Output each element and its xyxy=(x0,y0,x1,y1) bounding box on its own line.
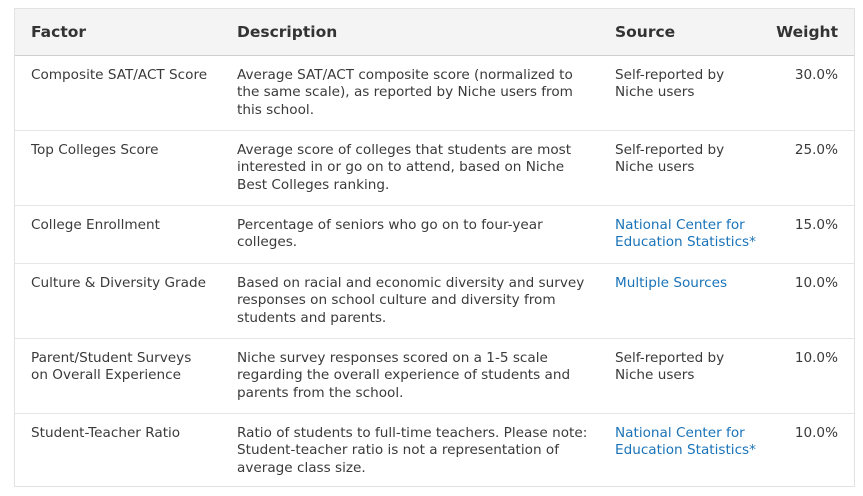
weight-cell: 25.0% xyxy=(794,142,838,158)
factor-cell: Top Colleges Score xyxy=(31,142,159,158)
table-row xyxy=(15,131,854,206)
source-link-multiple-sources[interactable]: Multiple Sources xyxy=(615,275,728,291)
factor-cell: Parent/Student Surveys on Overall Experience xyxy=(31,350,192,384)
header-weight: Weight xyxy=(776,23,838,41)
source-cell: Self-reported by Niche users xyxy=(615,67,725,101)
weight-cell: 15.0% xyxy=(794,217,838,233)
table-row xyxy=(15,264,854,339)
table-header xyxy=(15,9,854,56)
header-description: Description xyxy=(237,23,338,41)
table-row xyxy=(15,339,854,414)
weight-cell: 10.0% xyxy=(794,425,838,441)
description-cell: Percentage of seniors who go on to four-year colleges. xyxy=(237,217,543,251)
source-cell: Self-reported by Niche users xyxy=(615,350,725,384)
factor-cell: College Enrollment xyxy=(31,217,160,233)
description-cell: Average score of colleges that students are most interested in or go on to attend, based on Niche Best Colleges ranking. xyxy=(237,142,572,193)
header-source: Source xyxy=(615,23,676,41)
factors-table xyxy=(14,8,855,487)
factor-cell: Composite SAT/ACT Score xyxy=(31,67,208,83)
source-cell: Self-reported by Niche users xyxy=(615,142,725,176)
weight-cell: 30.0% xyxy=(794,67,838,83)
source-link-nces[interactable]: National Center for Education Statistics* xyxy=(615,425,756,459)
table-row xyxy=(15,206,854,264)
weight-cell: 10.0% xyxy=(794,350,838,366)
table-row xyxy=(15,414,854,487)
factor-cell: Culture & Diversity Grade xyxy=(31,275,206,291)
weight-cell: 10.0% xyxy=(794,275,838,291)
table-row xyxy=(15,56,854,131)
factor-cell: Student-Teacher Ratio xyxy=(31,425,181,441)
description-cell: Ratio of students to full-time teachers. Please note: Student-teacher ratio is not a representation of average class size. xyxy=(237,425,588,476)
description-cell: Average SAT/ACT composite score (normalized to the same scale), as reported by Niche users from this school. xyxy=(237,67,573,118)
description-cell: Based on racial and economic diversity and survey responses on school culture and diversity from students and parents. xyxy=(237,275,585,326)
source-link-nces[interactable]: National Center for Education Statistics* xyxy=(615,217,756,251)
description-cell: Niche survey responses scored on a 1-5 scale regarding the overall experience of students and parents from the school. xyxy=(237,350,571,401)
header-factor: Factor xyxy=(31,23,87,41)
